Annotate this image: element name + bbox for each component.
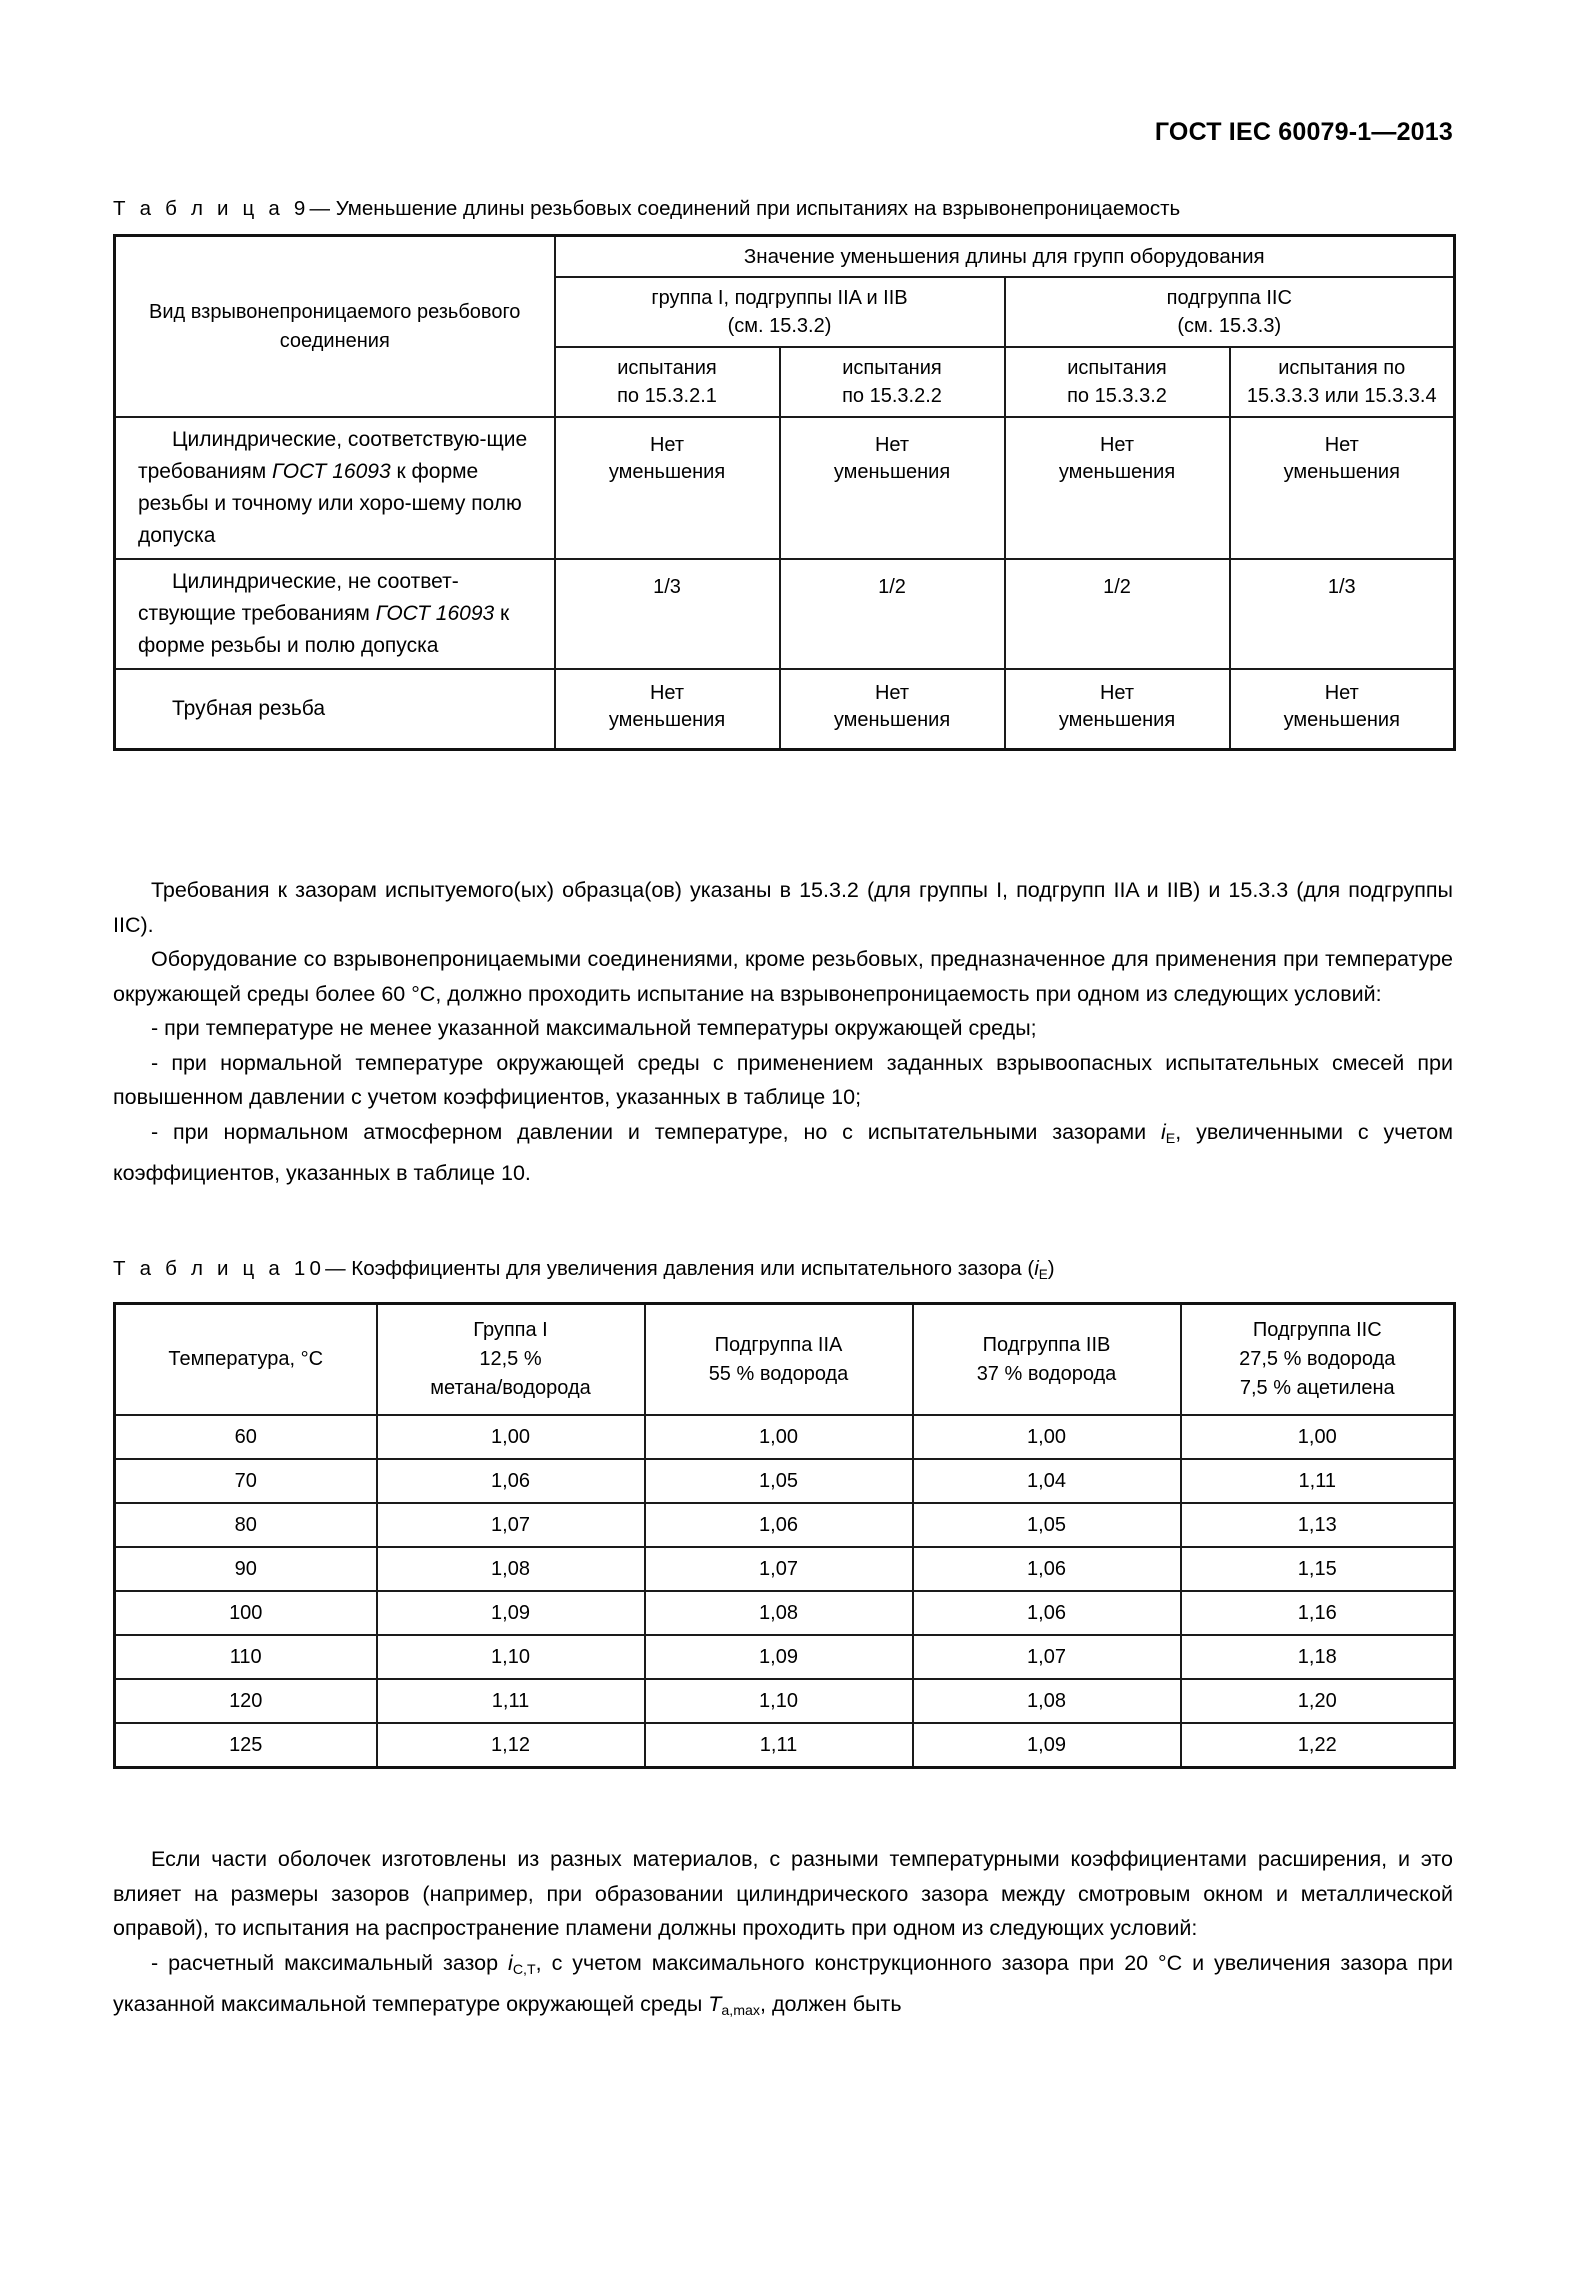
table10-coefficient-cell: 1,04 xyxy=(913,1459,1181,1503)
col-header-line: Подгруппа IIC xyxy=(1252,1319,1382,1342)
col-header-line: 7,5 % ацетилена xyxy=(1239,1377,1395,1400)
col-header-line: Подгруппа IIA xyxy=(714,1333,843,1356)
table10-block xyxy=(113,1256,1453,1769)
table10-coefficient-cell: 1,12 xyxy=(377,1723,645,1768)
table9-header-row-1 xyxy=(115,236,1455,278)
p4-mid: , с учетом максимального конструкционного зазора при 20 °С и увеличения зазора при указанной максимальной температуре окружающей среды xyxy=(113,1950,1453,2016)
symbol-t-amax: T xyxy=(708,1991,722,2016)
col-header-line: метана/водорода xyxy=(430,1377,591,1400)
group-header-line1: подгруппа IIC xyxy=(1166,287,1292,309)
test-header-line1: испытания xyxy=(1067,357,1167,379)
value-line2: уменьшения xyxy=(833,461,951,483)
value-line2: уменьшения xyxy=(1283,709,1400,731)
value-line1: Нет xyxy=(649,682,685,704)
table9-caption-text: Уменьшение длины резьбовых соединений при испытаниях на взрывонепроницаемость xyxy=(335,197,1181,220)
col-header-line: Температура, °С xyxy=(168,1348,324,1371)
table10-coefficient-cell: 1,09 xyxy=(377,1591,645,1635)
bullet-calculated-gap xyxy=(113,1946,1453,2029)
table10-coefficient-cell: 1,09 xyxy=(913,1723,1181,1768)
table10-caption xyxy=(113,1256,1453,1288)
table10-coefficient-cell: 1,11 xyxy=(1181,1459,1455,1503)
col-header-line: Подгруппа IIB xyxy=(982,1333,1111,1356)
paragraph-materials: Если части оболочек изготовлены из разных материалов, с разными температурными коэффициентами расширения, и это влияет на размеры зазоров (например, при образовании цилиндрического зазора между смотровым окном и металлической оправой), то испытания на распространение пламени должны проходить при одном из следующих условий: xyxy=(113,1847,1453,1940)
table10-temperature-cell: 80 xyxy=(115,1503,377,1547)
kind-text-fragment: Трубная резьба xyxy=(172,696,326,720)
table10-coefficient-cell: 1,06 xyxy=(645,1503,913,1547)
table10-temperature-cell: 120 xyxy=(115,1679,377,1723)
value-line2: уменьшения xyxy=(608,461,726,483)
table9-test-header-3 xyxy=(1230,347,1455,417)
table9-value-cell: 1/2 xyxy=(780,559,1005,669)
table-row xyxy=(115,669,1455,749)
value-line1: Нет xyxy=(1099,682,1135,704)
table9-kind-cell-0 xyxy=(115,417,555,559)
kind-text xyxy=(138,424,540,552)
col-header-line: 12,5 % xyxy=(479,1348,542,1371)
symbol-t-amax-subscript: a,max xyxy=(721,2002,761,2019)
kind-text xyxy=(138,566,540,662)
table10-coefficient-cell: 1,20 xyxy=(1181,1679,1455,1723)
table10-header-row xyxy=(115,1303,1455,1415)
table10-coefficient-cell: 1,00 xyxy=(645,1415,913,1459)
symbol-i-subscript: E xyxy=(1165,1130,1176,1147)
table9-value-cell xyxy=(555,417,780,559)
table10-col-header-0 xyxy=(115,1303,377,1415)
kind-text xyxy=(138,693,540,725)
bullet-atmospheric xyxy=(113,1115,1453,1191)
document-standard-header: ГОСТ IEC 60079-1—2013 xyxy=(1154,118,1453,146)
table10-coefficient-cell: 1,13 xyxy=(1181,1503,1455,1547)
test-header-line2: по 15.3.2.1 xyxy=(617,385,717,407)
table-row xyxy=(115,1415,1455,1459)
gost-reference: ГОСТ 16093 xyxy=(272,460,391,483)
table10-coefficient-cell: 1,08 xyxy=(913,1679,1181,1723)
table9-value-cell xyxy=(555,669,780,749)
test-header-line2: 15.3.3.3 или 15.3.3.4 xyxy=(1246,385,1437,407)
col-header-line: 37 % водорода xyxy=(976,1362,1117,1385)
table10-coefficient-cell: 1,16 xyxy=(1181,1591,1455,1635)
test-header-line2: по 15.3.3.2 xyxy=(1067,385,1167,407)
table-row xyxy=(115,1635,1455,1679)
group-header-line1: группа I, подгруппы IIA и IIB xyxy=(651,287,908,309)
table9-caption xyxy=(113,196,1453,222)
table-row xyxy=(115,1679,1455,1723)
table10-coefficient-cell: 1,07 xyxy=(913,1635,1181,1679)
table9-kind-cell-2 xyxy=(115,669,555,749)
table9-value-cell xyxy=(780,669,1005,749)
test-header-line2: по 15.3.2.2 xyxy=(842,385,942,407)
table-10 xyxy=(113,1302,1456,1770)
table10-coefficient-cell: 1,10 xyxy=(645,1679,913,1723)
table10-caption-dash: — xyxy=(325,1257,346,1280)
table9-value-cell: 1/3 xyxy=(555,559,780,669)
paragraph-requirements: Требования к зазорам испытуемого(ых) образца(ов) указаны в 15.3.2 (для группы I, подгрупп IIA и IIB) и 15.3.3 (для подгруппы IIC). xyxy=(113,878,1453,937)
paragraph-equipment: Оборудование со взрывонепроницаемыми соединениями, кроме резьбовых, предназначенное для применения при температуре окружающей среды более 60 °С, должно проходить испытание на взрывонепроницаемость при одном из следующих условий: xyxy=(113,947,1453,1006)
table-row xyxy=(115,1547,1455,1591)
group-header-line2: (см. 15.3.3) xyxy=(1177,315,1282,337)
symbol-i-ct-subscript: С,Т xyxy=(512,1961,536,1978)
p4-pre: - расчетный максимальный зазор xyxy=(151,1950,509,1975)
table10-caption-symbol: i xyxy=(1034,1257,1039,1280)
table9-value-cell: 1/3 xyxy=(1230,559,1455,669)
symbol-i: i xyxy=(1161,1119,1166,1144)
table10-coefficient-cell: 1,00 xyxy=(377,1415,645,1459)
table10-coefficient-cell: 1,00 xyxy=(913,1415,1181,1459)
table10-caption-text-pre: Коэффициенты для увеличения давления или испытательного зазора ( xyxy=(351,1257,1035,1280)
table10-coefficient-cell: 1,08 xyxy=(645,1591,913,1635)
table9-span-header: Значение уменьшения длины для групп оборудования xyxy=(555,236,1455,278)
table-9 xyxy=(113,234,1456,751)
table10-caption-subscript: E xyxy=(1038,1266,1048,1282)
value-line1: Нет xyxy=(649,434,685,456)
table9-caption-label: Т а б л и ц а 9 xyxy=(113,197,310,220)
col-header-line: Группа I xyxy=(473,1319,548,1342)
table-row xyxy=(115,1503,1455,1547)
bullet3-post: , увеличенными с учетом коэффициентов, указанных в таблице 10. xyxy=(113,1119,1454,1185)
table-row xyxy=(115,1459,1455,1503)
value-line1: Нет xyxy=(1324,682,1359,704)
table10-col-header-4 xyxy=(1181,1303,1455,1415)
table10-coefficient-cell: 1,05 xyxy=(645,1459,913,1503)
body-text-block-1 xyxy=(113,873,1453,1190)
table10-coefficient-cell: 1,06 xyxy=(377,1459,645,1503)
table10-col-header-2 xyxy=(645,1303,913,1415)
table10-coefficient-cell: 1,06 xyxy=(913,1547,1181,1591)
value-line2: уменьшения xyxy=(608,709,726,731)
table9-test-header-0 xyxy=(555,347,780,417)
kind-text-fragment: к форме резьбы и полю допуска xyxy=(138,602,510,657)
table10-coefficient-cell: 1,06 xyxy=(913,1591,1181,1635)
bullet-temperature: - при температуре не менее указанной максимальной температуры окружающей среды; xyxy=(151,1016,1037,1040)
gost-reference: ГОСТ 16093 xyxy=(375,602,495,625)
bullet-normal-temp: - при нормальной температуре окружающей среды с применением заданных взрывоопасных испытательных смесей при повышенном давлении с учетом коэффициентов, указанных в таблице 10; xyxy=(113,1050,1453,1109)
table9-test-header-2 xyxy=(1005,347,1230,417)
table9-value-cell xyxy=(780,417,1005,559)
table10-coefficient-cell: 1,11 xyxy=(645,1723,913,1768)
test-header-line1: испытания по xyxy=(1278,357,1406,379)
table9-kind-cell-1 xyxy=(115,559,555,669)
table9-caption-dash: — xyxy=(309,197,330,220)
table10-coefficient-cell: 1,11 xyxy=(377,1679,645,1723)
table10-col-header-1 xyxy=(377,1303,645,1415)
kind-text-fragment: к форме резьбы и точному или хоро-шему полю допуска xyxy=(138,460,522,547)
table10-temperature-cell: 70 xyxy=(115,1459,377,1503)
table10-coefficient-cell: 1,08 xyxy=(377,1547,645,1591)
table9-value-cell xyxy=(1005,669,1230,749)
table10-coefficient-cell: 1,00 xyxy=(1181,1415,1455,1459)
group-header-line2: (см. 15.3.2) xyxy=(727,315,832,337)
table9-col-kind-header: Вид взрывонепроницаемого резьбового соединения xyxy=(115,236,555,418)
symbol-i-ct: i xyxy=(508,1950,513,1975)
kind-text-fragment: Цилиндрические, соответствую-щие требованиям xyxy=(138,428,528,483)
table10-head xyxy=(115,1303,1455,1415)
table9-test-header-1 xyxy=(780,347,1005,417)
table-row xyxy=(115,1723,1455,1768)
test-header-line1: испытания xyxy=(842,357,942,379)
table10-coefficient-cell: 1,10 xyxy=(377,1635,645,1679)
table10-coefficient-cell: 1,09 xyxy=(645,1635,913,1679)
table10-body xyxy=(115,1415,1455,1768)
value-line1: Нет xyxy=(1099,434,1135,456)
table10-coefficient-cell: 1,07 xyxy=(377,1503,645,1547)
table-row xyxy=(115,417,1455,559)
col-header-line: 27,5 % водорода xyxy=(1239,1348,1396,1371)
table10-coefficient-cell: 1,15 xyxy=(1181,1547,1455,1591)
body-text-block-2 xyxy=(113,1842,1453,2028)
table9-value-cell xyxy=(1230,669,1455,749)
kind-text-fragment: Цилиндрические, не соответ-ствующие требованиям xyxy=(138,570,459,625)
table9-body xyxy=(115,417,1455,749)
table9-group-header-1 xyxy=(1005,277,1455,347)
value-line2: уменьшения xyxy=(833,709,951,731)
table10-temperature-cell: 100 xyxy=(115,1591,377,1635)
table10-temperature-cell: 90 xyxy=(115,1547,377,1591)
table10-caption-text-post: ) xyxy=(1047,1257,1055,1280)
table10-caption-label: Т а б л и ц а 10 xyxy=(113,1257,326,1280)
col-header-line: 55 % водорода xyxy=(708,1362,849,1385)
table10-coefficient-cell: 1,05 xyxy=(913,1503,1181,1547)
table10-coefficient-cell: 1,18 xyxy=(1181,1635,1455,1679)
test-header-line1: испытания xyxy=(617,357,717,379)
table9-value-cell: 1/2 xyxy=(1005,559,1230,669)
table-row xyxy=(115,559,1455,669)
table10-temperature-cell: 60 xyxy=(115,1415,377,1459)
table9-value-cell xyxy=(1005,417,1230,559)
table10-coefficient-cell: 1,22 xyxy=(1181,1723,1455,1768)
value-line1: Нет xyxy=(874,434,910,456)
bullet3-pre: - при нормальном атмосферном давлении и температуре, но с испытательными зазорами xyxy=(151,1119,1162,1144)
table10-coefficient-cell: 1,07 xyxy=(645,1547,913,1591)
table9-head xyxy=(115,236,1455,418)
table10-temperature-cell: 110 xyxy=(115,1635,377,1679)
value-line1: Нет xyxy=(874,682,910,704)
table10-temperature-cell: 125 xyxy=(115,1723,377,1768)
value-line2: уменьшения xyxy=(1058,709,1176,731)
table9-block xyxy=(113,196,1453,751)
table9-group-header-0 xyxy=(555,277,1005,347)
value-line2: уменьшения xyxy=(1058,461,1176,483)
table10-col-header-3 xyxy=(913,1303,1181,1415)
table-row xyxy=(115,1591,1455,1635)
p4-post: , должен быть xyxy=(760,1991,902,2016)
table9-value-cell xyxy=(1230,417,1455,559)
value-line1: Нет xyxy=(1324,434,1359,456)
value-line2: уменьшения xyxy=(1283,461,1400,483)
